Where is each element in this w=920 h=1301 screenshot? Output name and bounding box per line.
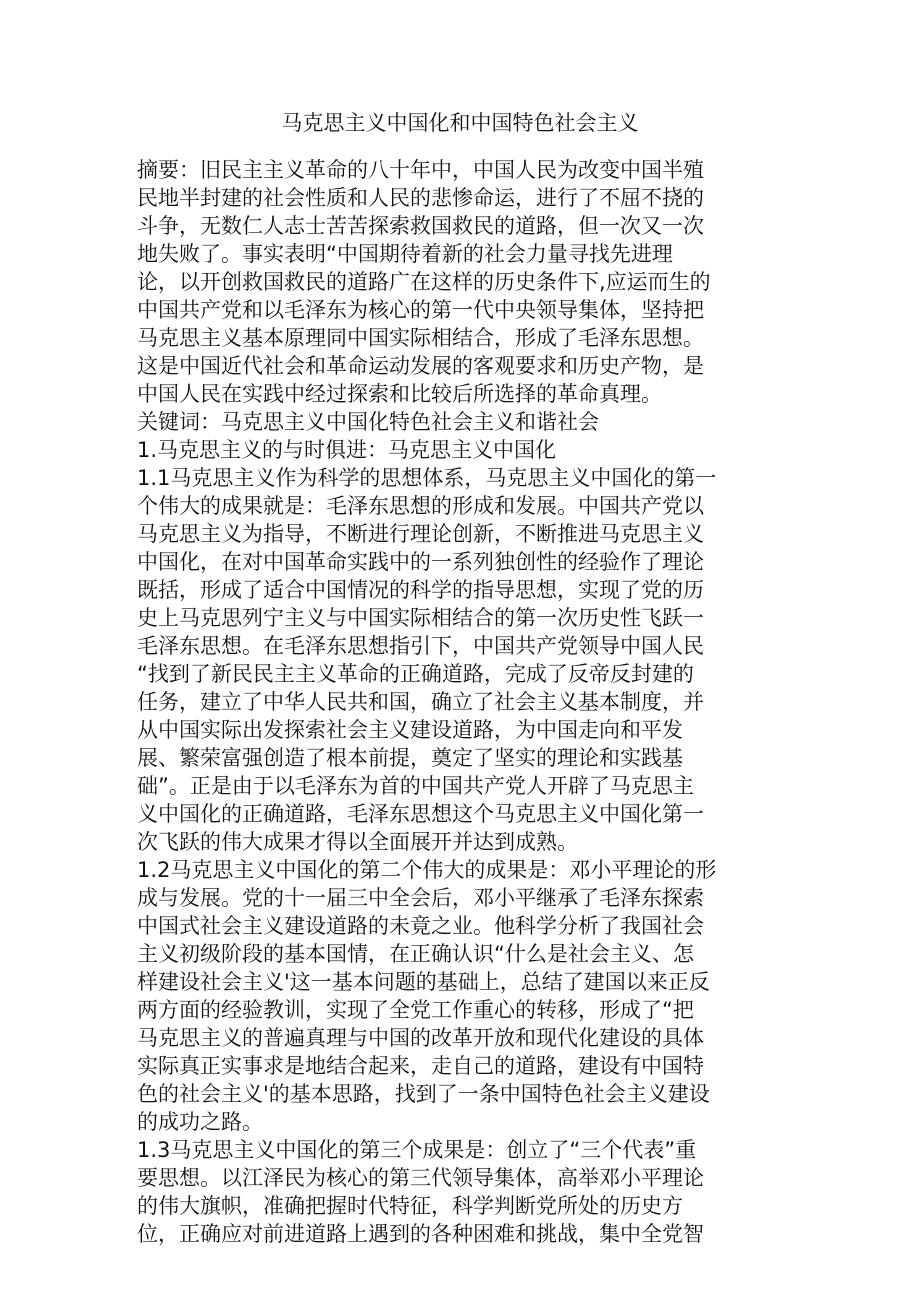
text-line: 论，以开创救国救民的道路广在这样的历史条件下,应运而生的 (137, 270, 711, 294)
text-line: 样建设社会主义'这一基本问题的基础上，总结了建国以来正反 (137, 970, 710, 994)
text-line: 中国人民在实践中经过探索和比较后所选择的革命真理。 (137, 382, 662, 406)
document-body (137, 156, 797, 1248)
text-line: 色的社会主义'的基本思路，找到了一条中国特色社会主义建设 (137, 1082, 710, 1106)
text-line: “找到了新民民主主义革命的正确道路，完成了反帝反封建的 (137, 662, 694, 686)
text-line: 位，正确应对前进道路上遇到的各种困难和挑战，集中全党智 (137, 1222, 704, 1246)
text-line: 1.3马克思主义中国化的第三个成果是：创立了“三个代表”重 (137, 1138, 697, 1162)
text-line: 民地半封建的社会性质和人民的悲惨命运，进行了不屈不挠的 (137, 186, 704, 210)
text-line: 实际真正实事求是地结合起来，走自己的道路，建设有中国特 (137, 1054, 704, 1078)
text-line: 础”。正是由于以毛泽东为首的中国共产党人开辟了马克思主 (137, 774, 694, 798)
text-line: 展、繁荣富强创造了根本前提，奠定了坚实的理论和实践基 (137, 746, 683, 770)
text-line: 要思想。以江泽民为核心的第三代领导集体，高举邓小平理论 (137, 1166, 704, 1190)
text-line: 马克思主义的普遍真理与中国的改革开放和现代化建设的具体 (137, 1026, 704, 1050)
text-line: 个伟大的成果就是：毛泽东思想的形成和发展。中国共产党以 (137, 494, 704, 518)
text-line: 马克思主义基本原理同中国实际相结合，形成了毛泽东思想。 (137, 326, 704, 350)
document-title: 马克思主义中国化和中国特色社会主义 (281, 111, 639, 135)
text-line: 摘要：旧民主主义革命的八十年中，中国人民为改变中国半殖 (137, 158, 704, 182)
text-line: 这是中国近代社会和革命运动发展的客观要求和历史产物，是 (137, 354, 704, 378)
text-line: 两方面的经验教训，实现了全党工作重心的转移，形成了“把 (137, 998, 694, 1022)
text-line: 从中国实际出发探索社会主义建设道路，为中国走向和平发 (137, 718, 683, 742)
text-line: 毛泽东思想。在毛泽东思想指引下，中国共产党领导中国人民 (137, 634, 704, 658)
text-line: 1.马克思主义的与时俱进：马克思主义中国化 (137, 438, 557, 462)
text-line: 主义初级阶段的基本国情，在正确认识“什么是社会主义、怎 (137, 942, 694, 966)
text-line: 中国式社会主义建设道路的未竟之业。他科学分析了我国社会 (137, 914, 704, 938)
text-line: 1.1马克思主义作为科学的思想体系，马克思主义中国化的第一 (137, 466, 717, 490)
text-line: 关键词：马克思主义中国化特色社会主义和谐社会 (137, 410, 599, 434)
text-line: 义中国化的正确道路，毛泽东思想这个马克思主义中国化第一 (137, 802, 704, 826)
text-line: 地失败了。事实表明“中国期待着新的社会力量寻找先进理 (137, 242, 673, 266)
text-line: 1.2马克思主义中国化的第二个伟大的成果是：邓小平理论的形 (137, 858, 717, 882)
text-line: 史上马克思列宁主义与中国实际相结合的第一次历史性飞跃一 (137, 606, 704, 630)
text-line: 马克思主义为指导，不断进行理论创新，不断推进马克思主义 (137, 522, 704, 546)
text-line: 的成功之路。 (137, 1110, 263, 1134)
text-line: 中国化，在对中国革命实践中的一系列独创性的经验作了理论 (137, 550, 704, 574)
text-line: 任务，建立了中华人民共和国，确立了社会主义基本制度，并 (137, 690, 704, 714)
text-line: 中国共产党和以毛泽东为核心的第一代中央领导集体，坚持把 (137, 298, 704, 322)
text-line: 的伟大旗帜，准确把握时代特征，科学判断党所处的历史方 (137, 1194, 683, 1218)
text-line: 次飞跃的伟大成果才得以全面展开并达到成熟。 (137, 830, 578, 854)
text-line: 既括，形成了适合中国情况的科学的指导思想，实现了党的历 (137, 578, 704, 602)
text-line: 成与发展。党的十一届三中全会后，邓小平继承了毛泽东探索 (137, 886, 704, 910)
text-line: 斗争，无数仁人志士苦苦探索救国救民的道路，但一次又一次 (137, 214, 704, 238)
